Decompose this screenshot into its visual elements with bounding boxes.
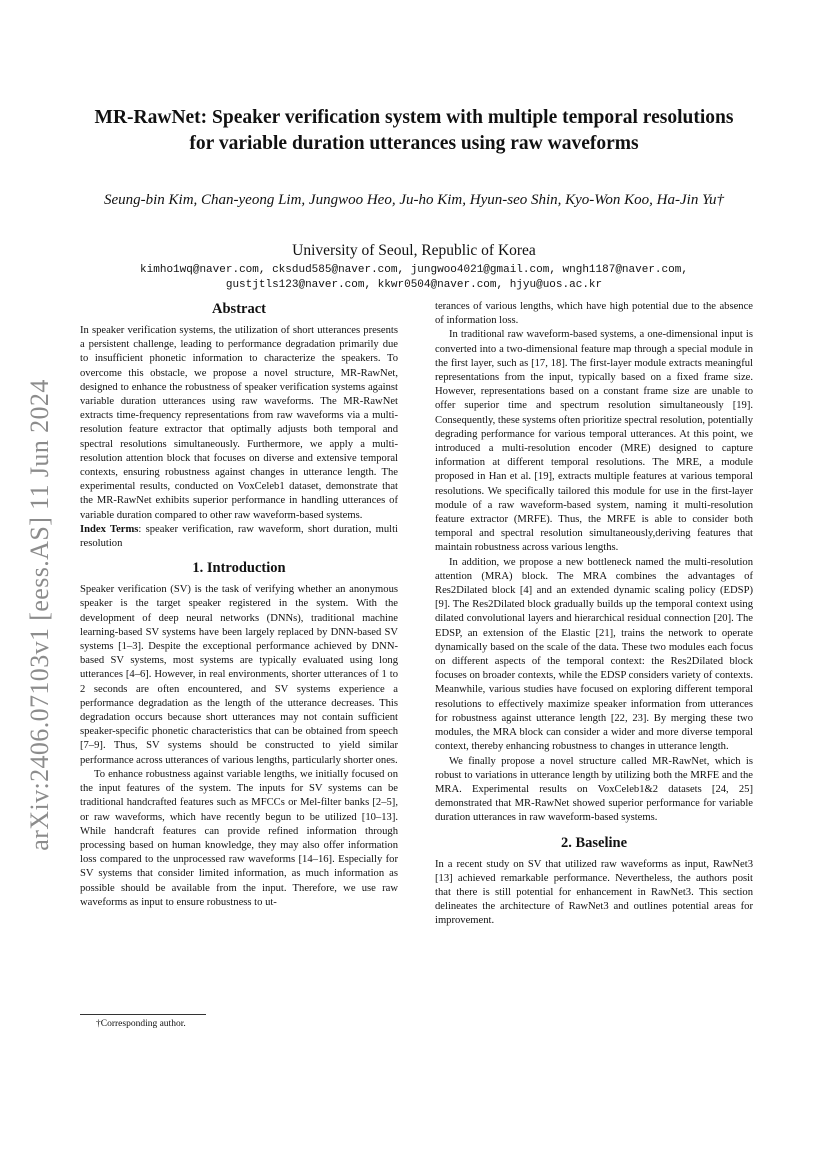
intro-paragraph: In traditional raw waveform-based systems, a one-dimensional input is converted into a two-dimensional feature map through a special module in the first layer, such as [17, 18]. The first-layer module extracts meaningful representations from the input, typically based on a fixed frame size. However, representations based on a constant frame size are unable to offer superior time and spectrum resolution simultaneously [19]. Consequently, these systems often prioritize spectral resolution, potentially degrading performance for various temporal utterances. At this point, we introduced a multi-resolution encoder (MRE) designed to capture information at different temporal resolutions. The MRE, a module proposed in Han et al. [19], extracts multiple features at various temporal resolutions. We specifically tailored this module for use in the first-layer module of a raw waveform-based system, naming it multi-resolution feature extractor (MRFE). Thus, the MRFE is able to consider both temporal and spectral resolution simultaneously,deriving features that maintain robustness across various lengths.: [435, 329, 753, 554]
footnote-rule: [80, 1014, 206, 1015]
index-terms-text: : speaker verification, raw waveform, short duration, multi resolution: [80, 523, 398, 550]
abstract-heading: Abstract: [212, 301, 266, 317]
abstract-text: In speaker verification systems, the utilization of short utterances presents a persistent challenge, leading to performance degradation primarily due to insufficient phonetic information to characterize the speakers. To overcome this obstacle, we propose a novel structure, MR-RawNet, designed to enhance the robustness of speaker verification systems against variable duration utterances using raw waveforms. The MR-RawNet extracts time-frequency representations from raw waveforms via a multi-resolution feature extractor that optimally adjusts both temporal and spectral resolutions simultaneously. Furthermore, we apply a multi-resolution attention block that focuses on diverse and extensive temporal contexts, ensuring robustness against changes in utterance length. The experimental results, conducted on VoxCeleb1 dataset, demonstrate that the MR-RawNet exhibits superior performance in handling utterances of variable duration compared to other raw waveform-based systems.: [80, 325, 398, 521]
section-heading-baseline: 2. Baseline: [560, 834, 628, 851]
intro-paragraph: To enhance robustness against variable lengths, we initially focused on the input features of the system. The inputs for SV systems can be traditional handcrafted features such as MFCCs or Mel-filter banks [2–5], or raw waveforms, which have recently begun to be utilized [10–13]. While handcraft features can provide refined information through processing based on human knowledge, they may also offer information loss compared to the unprocessed raw waveforms [14–16]. Especially for SV systems that consider limited information, as much information as possible should be available from the input. Therefore, we use raw waveforms as input to ensure robustness to ut-: [80, 768, 398, 908]
index-terms: [80, 523, 398, 551]
section-heading-introduction: 1. Introduction: [192, 560, 286, 577]
footnote-text: †Corresponding author.: [96, 1019, 186, 1029]
intro-paragraph: Speaker verification (SV) is the task of verifying whether an anonymous speaker is the target speaker registered in the system. With the development of deep neural networks (DNNs), traditional machine learning-based SV systems have been largely replaced by DNN-based SV systems [1–3]. Despite the exceptional performance achieved by DNN-based SV systems, most systems are typically evaluated using long utterances [4–6]. However, in real environments, shorter utterances of 1 to 2 seconds are often encountered, and SV systems experience a performance degradation as the length of the utterance decreases. This degradation occurs because short utterances may not contain sufficient speaker-specific phonetic characteristics that can be obtained from speech [7–9]. Thus, SV systems should be constructed to yield similar performance across utterances of various lengths, particularly shorter ones.: [80, 584, 398, 766]
arxiv-stamp: [22, 355, 58, 875]
left-column: [80, 300, 398, 910]
affiliation: University of Seoul, Republic of Korea: [292, 242, 536, 259]
intro-paragraph: terances of various lengths, which have high potential due to the absence of information loss.: [435, 301, 753, 327]
paper-title: MR-RawNet: Speaker verification system with multiple temporal resolutions for variable duration utterances using raw waveforms: [94, 107, 734, 154]
index-terms-label: Index Terms: [80, 523, 139, 535]
intro-paragraph: We finally propose a novel structure called MR-RawNet, which is robust to variations in utterance length by utilizing both the MRFE and the MRA. Experimental results on VoxCeleb1&2 datasets [24, 25] demonstrated that MR-RawNet showed superior performance for variable duration utterances in raw waveform-based systems.: [435, 755, 753, 824]
author-list: Seung-bin Kim, Chan-yeong Lim, Jungwoo Heo, Ju-ho Kim, Hyun-seo Shin, Kyo-Won Koo, Ha-Jin Yu†: [103, 192, 725, 208]
intro-paragraph: In addition, we propose a new bottleneck named the multi-resolution attention (MRA) block. The MRA combines the advantages of Res2Dilated block [4] and an extended dynamic scaling policy (EDSP) [9]. The Res2Dilated block gradually builds up the temporal context using dilated convolutional layers and hierarchical residual connection [20]. The EDSP, an extension of the Elastic [21], trains the network to operate dynamically based on the scale of the data. These two modules each focus on different aspects of the temporal context: the Res2Dilated block focuses on broader contexts, while the EDSP considers variety of contexts. Meanwhile, various studies have focused on exploring different temporal resolutions to effectively maximize speaker information from utterances for robustness against utterance length [22, 23]. By merging these two modules, the MRA block can consider a wider and more diverse temporal context, thereby enhancing robustness to changes in utterance length.: [435, 556, 753, 753]
right-column: [435, 300, 753, 929]
baseline-paragraph: In a recent study on SV that utilized raw waveforms as input, RawNet3 [13] achieved remarkable performance. Nevertheless, the authors posit that there is still potential for enhancement in RawNet3. This section delineates the architecture of RawNet3 and outlines potential areas for improvement.: [435, 858, 753, 927]
footnote: [80, 1014, 398, 1031]
email-list: kimho1wq@naver.com, cksdud585@naver.com, jungwoo4021@gmail.com, wngh1187@naver.com, gustjtls123@naver.com, kkwr0504@naver.com, hjyu@uos.ac.kr: [140, 264, 688, 291]
arxiv-stamp-text: arXiv:2406.07103v1 [eess.AS] 11 Jun 2024: [25, 379, 54, 851]
